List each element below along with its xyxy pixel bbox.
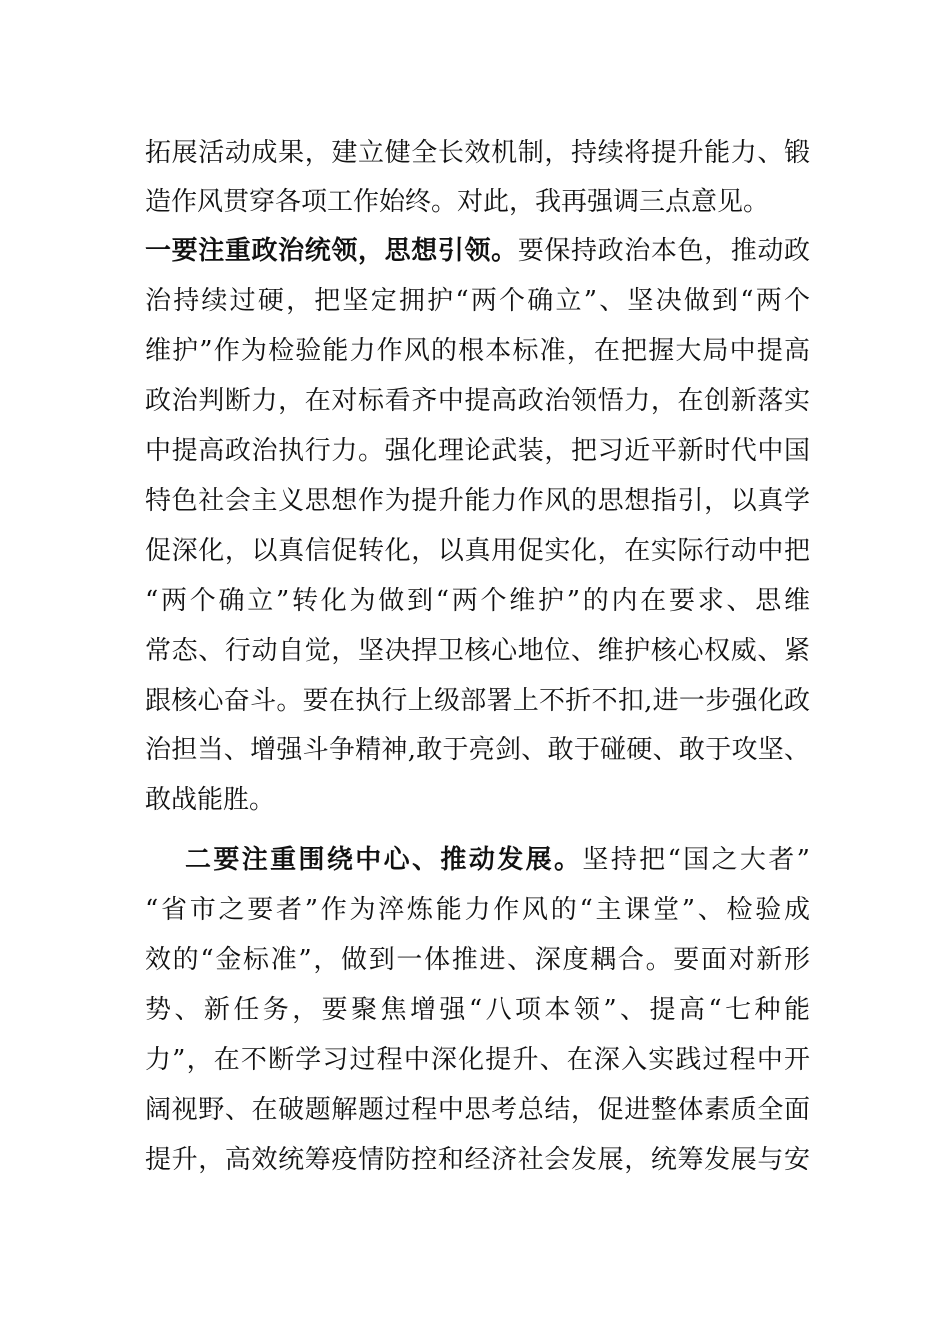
section-heading-line bbox=[145, 231, 810, 271]
text-line: 提升，高效统筹疫情防控和经济社会发展，统筹发展与安 bbox=[145, 1145, 810, 1175]
text-line: 力”，在不断学习过程中深化提升、在深入实践过程中开 bbox=[145, 1045, 810, 1075]
text-line: 势、新任务，要聚焦增强“八项本领”、提高“七种能 bbox=[145, 995, 810, 1025]
text-line: 拓展活动成果，建立健全长效机制，持续将提升能力、锻 bbox=[145, 138, 810, 168]
section-heading: 一要注重政治统领，思想引领。 bbox=[145, 236, 518, 266]
text-line: 维护”作为检验能力作风的根本标准，在把握大局中提高 bbox=[145, 336, 810, 366]
text-line: 阔视野、在破题解题过程中思考总结，促进整体素质全面 bbox=[145, 1095, 810, 1125]
text-line: “省市之要者”作为淬炼能力作风的“主课堂”、检验成 bbox=[145, 895, 810, 925]
text-line: 效的“金标准”，做到一体推进、深度耦合。要面对新形 bbox=[145, 945, 810, 975]
text-segment: 坚持把“国之大者” bbox=[582, 845, 810, 875]
text-line: 跟核心奋斗。要在执行上级部署上不折不扣,进一步强化政 bbox=[145, 686, 810, 716]
section-heading-line bbox=[185, 840, 810, 880]
text-line: 敢战能胜。 bbox=[145, 785, 276, 815]
text-line: 特色社会主义思想作为提升能力作风的思想指引，以真学 bbox=[145, 486, 810, 516]
text-line: 造作风贯穿各项工作始终。对此，我再强调三点意见。 bbox=[145, 187, 770, 217]
text-line: 常态、行动自觉，坚决捍卫核心地位、维护核心权威、紧 bbox=[145, 636, 810, 666]
text-line: 治担当、增强斗争精神,敢于亮剑、敢于碰硬、敢于攻坚、 bbox=[145, 735, 810, 765]
text-line: 促深化，以真信促转化，以真用促实化，在实际行动中把 bbox=[145, 536, 810, 566]
text-line: “两个确立”转化为做到“两个维护”的内在要求、思维 bbox=[145, 586, 810, 616]
text-segment: 要保持政治本色，推动政 bbox=[517, 236, 810, 266]
section-heading: 二要注重围绕中心、推动发展。 bbox=[185, 845, 583, 875]
text-line: 治持续过硬，把坚定拥护“两个确立”、坚决做到“两个 bbox=[145, 286, 810, 316]
text-line: 政治判断力，在对标看齐中提高政治领悟力，在创新落实 bbox=[145, 386, 810, 416]
text-line: 中提高政治执行力。强化理论武装，把习近平新时代中国 bbox=[145, 436, 810, 466]
